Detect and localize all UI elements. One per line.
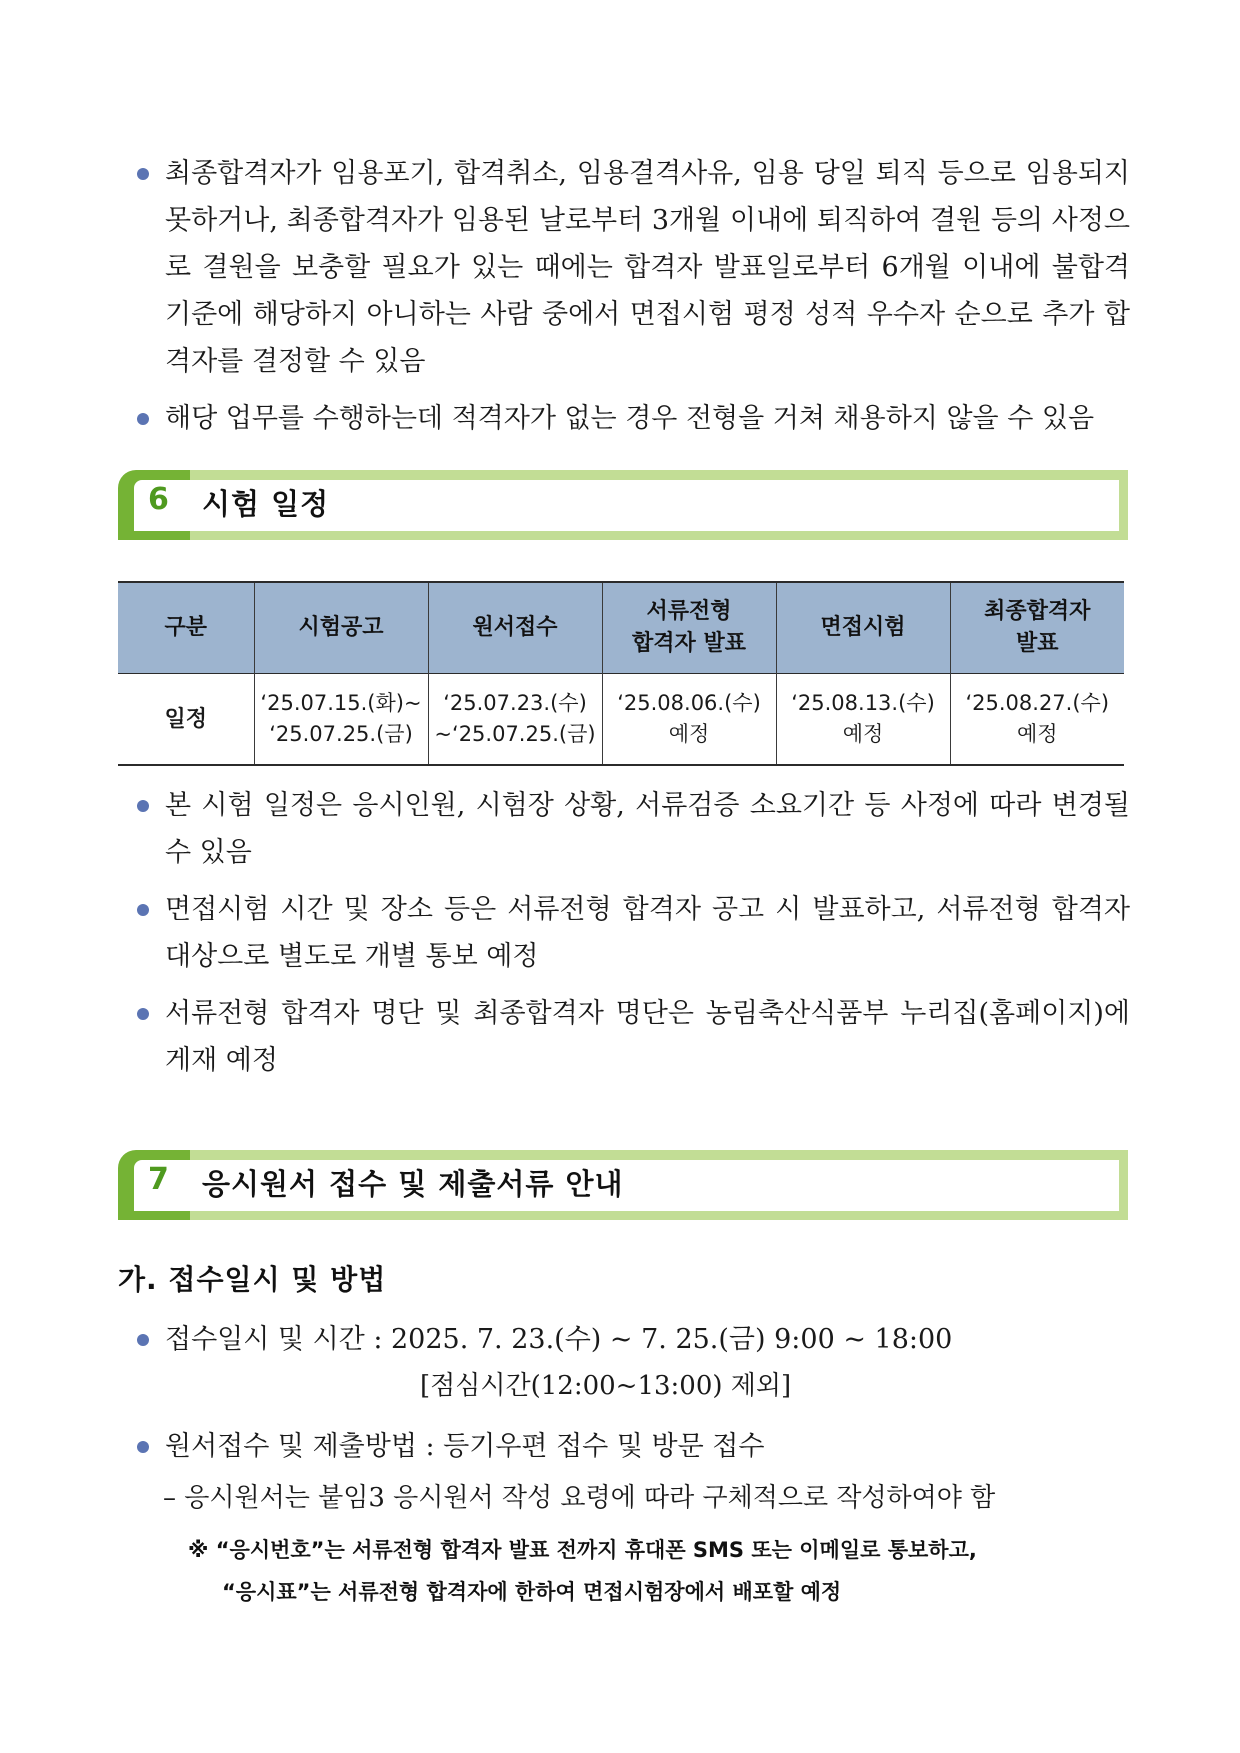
- reception-datetime-item: [135, 1316, 1130, 1363]
- note-line: ※ “응시번호”는 서류전형 합격자 발표 전까지 휴대폰 SMS 또는 이메일로 통보하고,: [188, 1538, 977, 1562]
- submission-method-item: [135, 1423, 1130, 1470]
- list-item: [135, 886, 1130, 980]
- bullet-dot-icon: [137, 904, 149, 916]
- column-header: 구분: [118, 582, 254, 674]
- section-header-application: [118, 1150, 1128, 1220]
- bullet-dot-icon: [137, 800, 149, 812]
- table-header-row: [118, 582, 1124, 674]
- section-title: 시험 일정: [202, 487, 330, 521]
- column-header: 원서접수: [428, 582, 602, 674]
- bullet-text: 본 시험 일정은 응시인원, 시험장 상황, 서류검증 소요기간 등 사정에 따라 변경될 수 있음: [165, 790, 1130, 868]
- column-header: 면접시험: [776, 582, 950, 674]
- column-header: 최종합격자 발표: [950, 582, 1124, 674]
- row-label: 일정: [118, 674, 254, 766]
- table-cell: ‘25.07.15.(화)~ ‘25.07.25.(금): [254, 674, 428, 766]
- note-line: “응시표”는 서류전형 합격자에 한하여 면접시험장에서 배포할 예정: [222, 1580, 842, 1604]
- bullet-text: 해당 업무를 수행하는데 적격자가 없는 경우 전형을 거쳐 채용하지 않을 수 있음: [165, 403, 1095, 434]
- datetime-note: [점심시간(12:00~13:00) 제외]: [420, 1371, 792, 1401]
- schedule-table: [118, 581, 1124, 766]
- table-cell: ‘25.08.06.(수) 예정: [602, 674, 776, 766]
- schedule-notes-list: [135, 782, 1130, 1084]
- bullet-dot-icon: [137, 168, 149, 180]
- bullet-text: 면접시험 시간 및 장소 등은 서류전형 합격자 공고 시 발표하고, 서류전형 합격자 대상으로 별도로 개별 통보 예정: [165, 894, 1130, 972]
- list-item: [135, 782, 1130, 876]
- section-title: 응시원서 접수 및 제출서류 안내: [202, 1167, 624, 1201]
- column-header: 시험공고: [254, 582, 428, 674]
- table-cell: ‘25.08.27.(수) 예정: [950, 674, 1124, 766]
- section-header-schedule: [118, 470, 1128, 540]
- bullet-dot-icon: [137, 1334, 149, 1346]
- bullet-text: 원서접수 및 제출방법 : 등기우편 접수 및 방문 접수: [165, 1431, 765, 1462]
- bullet-text: 서류전형 합격자 명단 및 최종합격자 명단은 농림축산식품부 누리집(홈페이지)에 게재 예정: [165, 998, 1130, 1076]
- bullet-text: 최종합격자가 임용포기, 합격취소, 임용결격사유, 임용 당일 퇴직 등으로 임용되지 못하거나, 최종합격자가 임용된 날로부터 3개월 이내에 퇴직하여 결원 등의 사정으로 결원을 보충할 필요가 있는 때에는 합격자 발표일로부터 6개월 이내에 불합격 기준에 해당하지 아니하는 사람 중에서 면접시험 평정 성적 우수자 순으로 추가 합격자를 결정할 수 있음: [165, 158, 1130, 377]
- section-number: 7: [148, 1162, 169, 1197]
- dash-item: – 응시원서는 붙임3 응시원서 작성 요령에 따라 구체적으로 작성하여야 함: [163, 1483, 996, 1513]
- subsection-heading: 가. 접수일시 및 방법: [118, 1263, 387, 1296]
- table-cell: ‘25.07.23.(수) ~‘25.07.25.(금): [428, 674, 602, 766]
- bullet-dot-icon: [137, 1441, 149, 1453]
- bullet-dot-icon: [137, 413, 149, 425]
- list-item: [135, 395, 1130, 442]
- section-number: 6: [148, 482, 169, 517]
- column-header: 서류전형 합격자 발표: [602, 582, 776, 674]
- table-row: [118, 674, 1124, 766]
- list-item: [135, 990, 1130, 1084]
- intro-bullet-list: [135, 150, 1130, 442]
- list-item: [135, 150, 1130, 385]
- bullet-text: 접수일시 및 시간 : 2025. 7. 23.(수) ~ 7. 25.(금) 9:00 ~ 18:00: [165, 1324, 953, 1355]
- list-item: [135, 1423, 1130, 1470]
- list-item: [135, 1316, 1130, 1363]
- table-cell: ‘25.08.13.(수) 예정: [776, 674, 950, 766]
- bullet-dot-icon: [137, 1008, 149, 1020]
